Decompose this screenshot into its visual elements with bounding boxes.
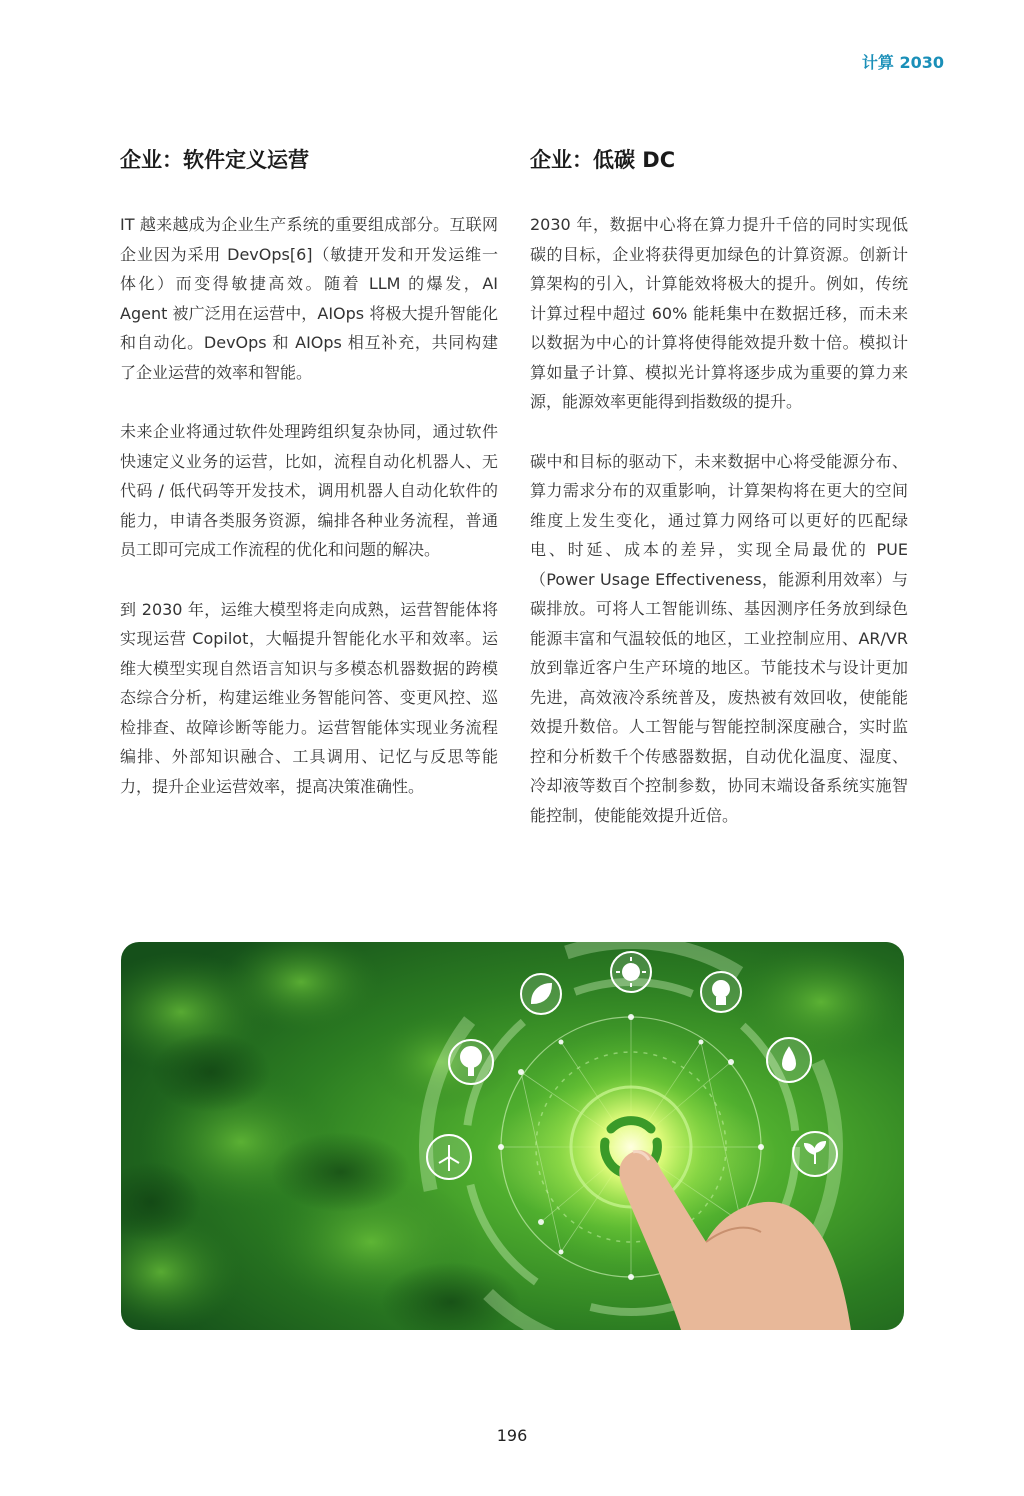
eco-tech-photo: [121, 942, 904, 1330]
header-tag: 计算 2030: [861, 53, 944, 72]
left-paragraph-2: 未来企业将通过软件处理跨组织复杂协同，通过软件快速定义业务的运营，比如，流程自动化机器人、无代码 / 低代码等开发技术，调用机器人自动化软件的能力，申请各类服务资源，编排各种业务流程，普通员工即可完成工作流程的优化和问题的解决。: [120, 422, 498, 559]
right-paragraph-1: 2030 年，数据中心将在算力提升千倍的同时实现低碳的目标，企业将获得更加绿色的计算资源。创新计算架构的引入，计算能效将极大的提升。例如，传统计算过程中超过 60% 能耗集中在数据迁移，而未来以数据为中心的计算将使得能效提升数十倍。模拟计算如量子计算、模拟光计算将逐步成为重要的算力来源，能源效率更能得到指数级的提升。: [530, 215, 908, 411]
leaf-icon: [521, 974, 561, 1014]
right-heading: 企业：低碳 DC: [530, 148, 676, 172]
sun-icon: [611, 952, 651, 992]
left-paragraph-1: IT 越来越成为企业生产系统的重要组成部分。互联网企业因为采用 DevOps[6]（敏捷开发和开发运维一体化）而变得敏捷高效。随着 LLM 的爆发，AI Agent 被广泛用在运营中，AIOps 将极大提升智能化和自动化。DevOps 和 AIOps 相互补充，共同构建了企业运营的效率和智能。: [120, 215, 498, 382]
page-number: 196: [496, 1426, 528, 1445]
left-heading: 企业：软件定义运营: [120, 148, 309, 172]
left-paragraph-3: 到 2030 年，运维大模型将走向成熟，运营智能体将实现运营 Copilot，大幅提升智能化水平和效率。运维大模型实现自然语言知识与多模态机器数据的跨模态综合分析，构建运维业务智能问答、变更风控、巡检排查、故障诊断等能力。运营智能体实现业务流程编排、外部知识融合、工具调用、记忆与反思等能力，提升企业运营效率，提高决策准确性。: [120, 599, 498, 796]
left-column: [120, 140, 498, 831]
right-column: [530, 140, 908, 860]
right-paragraph-2: 碳中和目标的驱动下，未来数据中心将受能源分布、算力需求分布的双重影响，计算架构将在更大的空间维度上发生变化，通过算力网络可以更好的匹配绿电、时延、成本的差异，实现全局最优的 PUE（Power Usage Effectiveness，能源利用效率）与碳排放。可将人工智能训练、基因测序任务放到绿色能源丰富和气温较低的地区，工业控制应用、AR/VR 放到靠近客户生产环境的地区。节能技术与设计更加先进，高效液冷系统普及，废热被有效回收，使能能效提升数倍。人工智能与智能控制深度融合，实时监控和分析数千个传感器数据，自动优化温度、湿度、冷却液等数百个控制参数，协同末端设备系统实施智能控制，使能能效提升近倍。: [530, 451, 908, 825]
sprout-icon: [793, 1132, 837, 1176]
lightbulb-icon: [701, 972, 741, 1012]
tree-icon: [449, 1040, 493, 1084]
water-drop-icon: [767, 1038, 811, 1082]
wind-turbine-icon: [427, 1135, 471, 1179]
